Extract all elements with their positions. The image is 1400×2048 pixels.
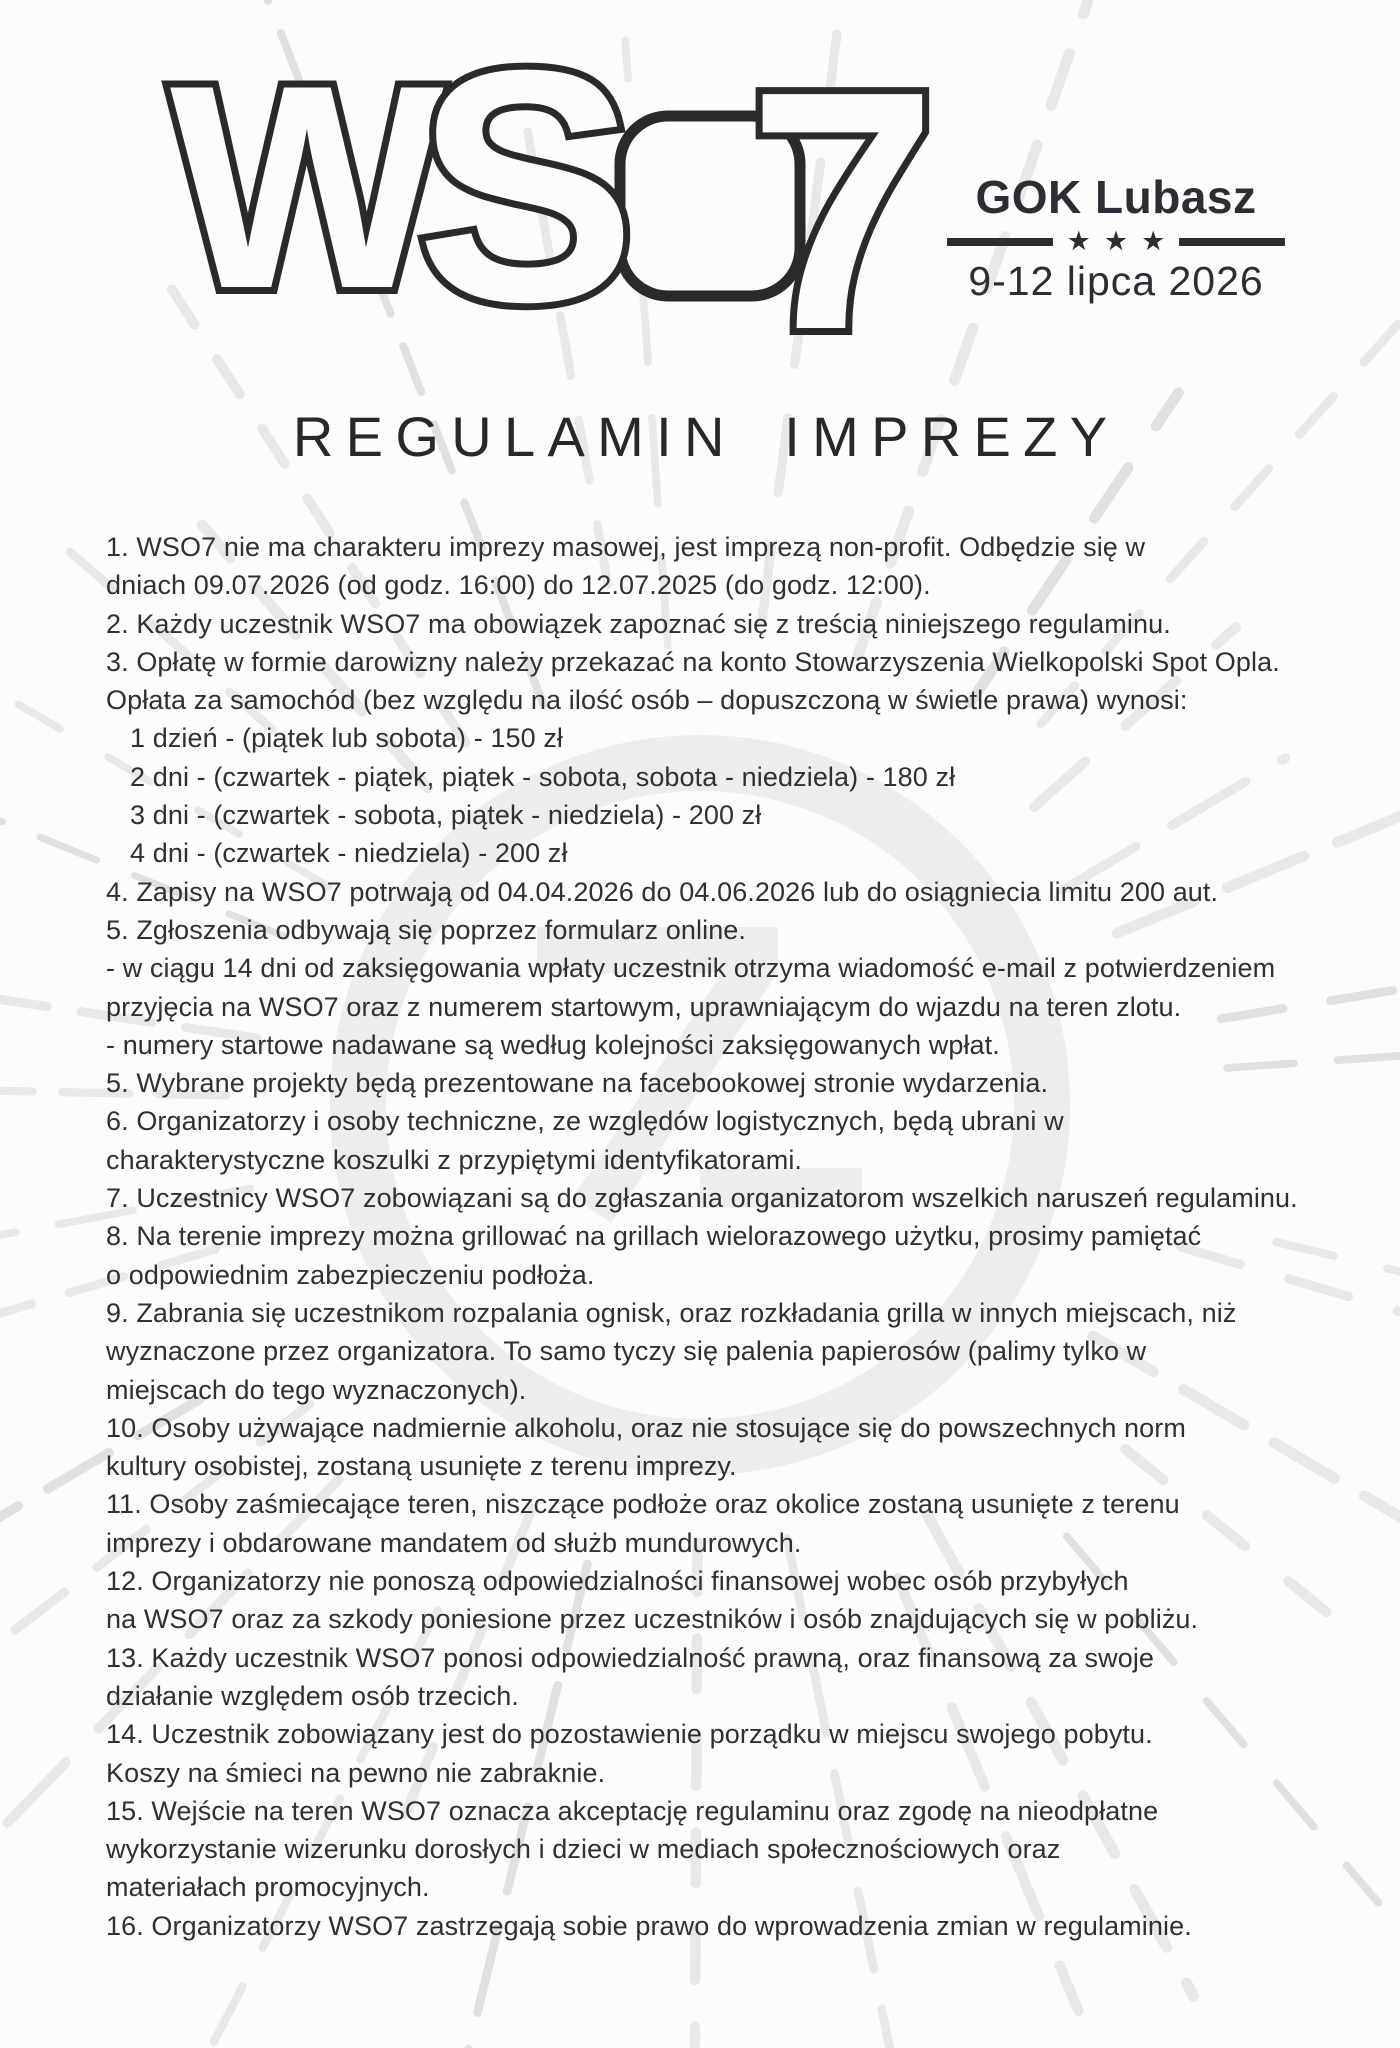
star-icon: ★ xyxy=(1103,226,1129,257)
event-host-name: GOK Lubasz xyxy=(975,171,1257,223)
rule-line: 2. Każdy uczestnik WSO7 ma obowiązek zapoznać się z treścią niniejszego regulaminu. xyxy=(106,608,1171,639)
rule-line: 3. Opłatę w formie darowizny należy przekazać na konto Stowarzyszenia Wielkopolski Spot Opla. xyxy=(106,646,1280,677)
rules-list xyxy=(106,528,1376,1945)
rule-line: materiałach promocyjnych. xyxy=(106,1872,430,1903)
rule-line: o odpowiednim zabezpieczeniu podłoża. xyxy=(106,1259,595,1290)
star-row xyxy=(1066,226,1166,257)
rule-line: 13. Każdy uczestnik WSO7 ponosi odpowiedzialność prawną, oraz finansową za swoje xyxy=(106,1642,1155,1673)
rule-line: 6. Organizatorzy i osoby techniczne, ze względów logistycznych, będą ubrani w xyxy=(106,1106,1064,1137)
rule-line: 7. Uczestnicy WSO7 zobowiązani są do zgłaszania organizatorom wszelkich naruszeń regulaminu. xyxy=(106,1183,1298,1214)
rule-line: wykorzystanie wizerunku dorosłych i dzieci w mediach społecznościowych oraz xyxy=(106,1834,1061,1865)
rule-line: - w ciągu 14 dni od zaksięgowania wpłaty uczestnik otrzyma wiadomość e-mail z potwierdzeniem xyxy=(106,953,1276,984)
rule-line: 16. Organizatorzy WSO7 zastrzegają sobie prawo do wprowadzenia zmian w regulaminie. xyxy=(106,1910,1192,1941)
rule-line: 8. Na terenie imprezy można grillować na grillach wielorazowego użytku, prosimy pamiętać xyxy=(106,1221,1202,1252)
rule-line: miejscach do tego wyznaczonych). xyxy=(106,1374,527,1405)
divider-bar-right xyxy=(1179,238,1285,246)
rule-line: 4 dni - (czwartek - niedziela) - 200 zł xyxy=(130,838,568,869)
logo-letter-w: W xyxy=(170,25,444,349)
rule-line: na WSO7 oraz za szkody poniesione przez uczestników i osób znajdujących się w pobliżu. xyxy=(106,1604,1199,1635)
rule-line: wyznaczone przez organizatora. To samo tyczy się palenia papierosów (palimy tylko w xyxy=(106,1336,1147,1367)
rule-line: 1. WSO7 nie ma charakteru imprezy masowej, jest imprezą non-profit. Odbędzie się w xyxy=(106,532,1146,562)
rule-line: 10. Osoby używające nadmiernie alkoholu, oraz nie stosujące się do powszechnych norm xyxy=(106,1412,1186,1443)
page-title: REGULAMIN IMPREZY xyxy=(292,405,1120,468)
rule-line: 12. Organizatorzy nie ponoszą odpowiedzialności finansowej wobec osób przybyłych xyxy=(106,1566,1129,1597)
rule-line: 3 dni - (czwartek - sobota, piątek - niedziela) - 200 zł xyxy=(130,800,762,831)
rule-line: 4. Zapisy na WSO7 potrwają od 04.04.2026 do 04.06.2026 lub do osiągniecia limitu 200 aut. xyxy=(106,876,1219,907)
logo-letter-s: S xyxy=(416,1,637,370)
badge-divider xyxy=(930,226,1302,257)
rule-line: 9. Zabrania się uczestnikom rozpalania ognisk, oraz rozkładania grilla w innych miejscach, niż xyxy=(106,1297,1237,1328)
star-icon: ★ xyxy=(1141,226,1166,257)
rule-line: Opłata za samochód (bez względu na ilość osób – dopuszczoną w świetle prawa) wynosi: xyxy=(106,685,1188,716)
rule-line: 15. Wejście na teren WSO7 oznacza akceptację regulaminu oraz zgodę na nieodpłatne xyxy=(106,1795,1159,1826)
rule-line: przyjęcia na WSO7 oraz z numerem startowym, uprawniającym do wjazdu na teren zlotu. xyxy=(106,991,1182,1022)
rule-line: Koszy na śmieci na pewno nie zabraknie. xyxy=(106,1757,606,1788)
rule-line: działanie względem osób trzecich. xyxy=(106,1680,520,1711)
rule-line: 5. Zgłoszenia odbywają się poprzez formularz online. xyxy=(106,914,747,945)
divider-bar-left xyxy=(947,238,1053,246)
rule-line: 5. Wybrane projekty będą prezentowane na facebookowej stronie wydarzenia. xyxy=(106,1068,1049,1099)
event-date: 9-12 lipca 2026 xyxy=(968,258,1264,304)
rule-line: - numery startowe nadawane są według kolejności zaksięgowanych wpłat. xyxy=(106,1029,1000,1060)
rule-line: imprezy i obdarowane mandatem od służb mundurowych. xyxy=(106,1527,802,1558)
rule-line: 11. Osoby zaśmiecające teren, niszczące podłoże oraz okolice zostaną usunięte z terenu xyxy=(106,1489,1180,1520)
wso7-logo xyxy=(168,1,948,401)
rule-line: 2 dni - (czwartek - piątek, piątek - sobota, sobota - niedziela) - 180 zł xyxy=(130,761,956,792)
rule-line: dniach 09.07.2026 (od godz. 16:00) do 12.07.2025 (do godz. 12:00). xyxy=(106,570,931,601)
star-icon: ★ xyxy=(1066,226,1091,257)
rule-line: charakterystyczne koszulki z przypiętymi identyfikatorami. xyxy=(106,1144,803,1175)
logo-letter-7: 7 xyxy=(748,21,938,401)
rule-line: kultury osobistej, zostaną usunięte z terenu imprezy. xyxy=(106,1451,737,1482)
event-badge xyxy=(930,171,1302,304)
rule-line: 14. Uczestnik zobowiązany jest do pozostawienie porządku w miejscu swojego pobytu. xyxy=(106,1719,1153,1750)
rule-line: 1 dzień - (piątek lub sobota) - 150 zł xyxy=(130,723,564,754)
